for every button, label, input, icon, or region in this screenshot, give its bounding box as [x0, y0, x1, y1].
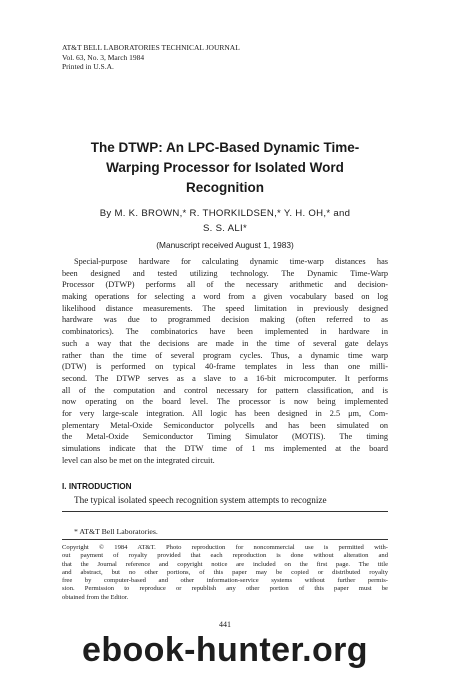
author-footnote: * AT&T Bell Laboratories. [74, 527, 158, 536]
intro-paragraph: The typical isolated speech recognition system attempts to recognize [74, 495, 327, 505]
copyright-line: obtained from the Editor. [62, 593, 129, 601]
copyright-line: out payment of royalty provided that each reproduction is done without alteration and [62, 552, 388, 560]
section-heading: I. INTRODUCTION [62, 482, 132, 491]
abstract-line: combinatorics). The combinatorics have been implemented in hardware in [62, 327, 388, 337]
abstract-line: such a way that the decisions are made in the time of several gate delays [62, 338, 388, 348]
abstract-line: simulations indicate that the DTW time of 1 ms implemented at the board [62, 444, 388, 453]
page-number: 441 [219, 620, 231, 629]
paper-title [40, 138, 410, 198]
abstract-line: likelihood distance measurements. The speed limitation in previously designed [62, 303, 388, 313]
abstract-line: all of the computation and control necessary for pattern classification, and is [62, 385, 388, 395]
journal-volume-issue: Vol. 63, No. 3, March 1984 [62, 52, 145, 62]
abstract-line: second. The DTWP serves as a slave to a 16-bit microcomputer. It performs [62, 373, 388, 383]
author-line: S. S. ALI* [202, 223, 248, 234]
watermark: ebook-hunter.org [82, 631, 368, 669]
abstract [62, 256, 388, 466]
manuscript-received: (Manuscript received August 1, 1983) [156, 240, 294, 250]
journal-printed: Printed in U.S.A. [62, 62, 114, 71]
author-line: By M. K. BROWN,* R. THORKILDSEN,* Y. H. OH,* and [99, 208, 351, 219]
abstract-line: rather than the time of several program cycles. Thus, a dynamic time warp [62, 350, 388, 360]
copyright-line: free by computer-based and other information-service systems without further permis- [62, 577, 388, 585]
copyright-line: that the Journal reference and copyright notice are included on the first page. The title [62, 560, 388, 568]
title-line: The DTWP: An LPC-Based Dynamic Time- [90, 140, 360, 155]
abstract-line: now operating on the board level. The processor is now being implemented [62, 397, 388, 407]
abstract-line: Processor (DTWP) performs all of the necessary arithmetic and decision- [62, 280, 388, 290]
author-list [40, 206, 410, 236]
copyright-divider [62, 539, 388, 540]
copyright-line: and abstract, but no other portions, of this paper may be copied or distributed royalty [62, 568, 388, 576]
footnote-divider [62, 511, 388, 512]
title-line: Warping Processor for Isolated Word [106, 160, 344, 175]
abstract-line: for very large-scale integration. All logic has been designed in 2.5 μm, Com- [62, 408, 388, 418]
abstract-line: hardware was due to programmed decision making (often referred to as [62, 315, 388, 325]
abstract-line: the Metal-Oxide Semiconductor Timing Simulator (MOTIS). The timing [62, 432, 388, 442]
abstract-line: level can also be met on the integrated circuit. [62, 455, 215, 465]
abstract-line: been designed and tested utilizing technology. The Dynamic Time-Warp [62, 268, 388, 278]
abstract-line: plementary Metal-Oxide Semiconductor polycells and has been simulated on [62, 420, 388, 430]
journal-masthead [62, 43, 240, 72]
copyright-line: sion. Permission to reproduce or republish any other portion of this paper must be [62, 585, 388, 593]
copyright-line: Copyright © 1984 AT&T. Photo reproduction for noncommercial use is permitted with- [62, 544, 388, 551]
abstract-line: Special-purpose hardware for calculating dynamic time-warp distances has [74, 257, 388, 266]
journal-name: AT&T BELL LABORATORIES TECHNICAL JOURNAL [62, 43, 240, 52]
abstract-line: (DTW) is performed on typical 40-frame templates in less than one milli- [62, 362, 388, 372]
title-line: Recognition [186, 180, 264, 195]
copyright-notice [62, 544, 388, 602]
abstract-line: making operations for selecting a word from a given vocabulary based on log [62, 292, 388, 302]
